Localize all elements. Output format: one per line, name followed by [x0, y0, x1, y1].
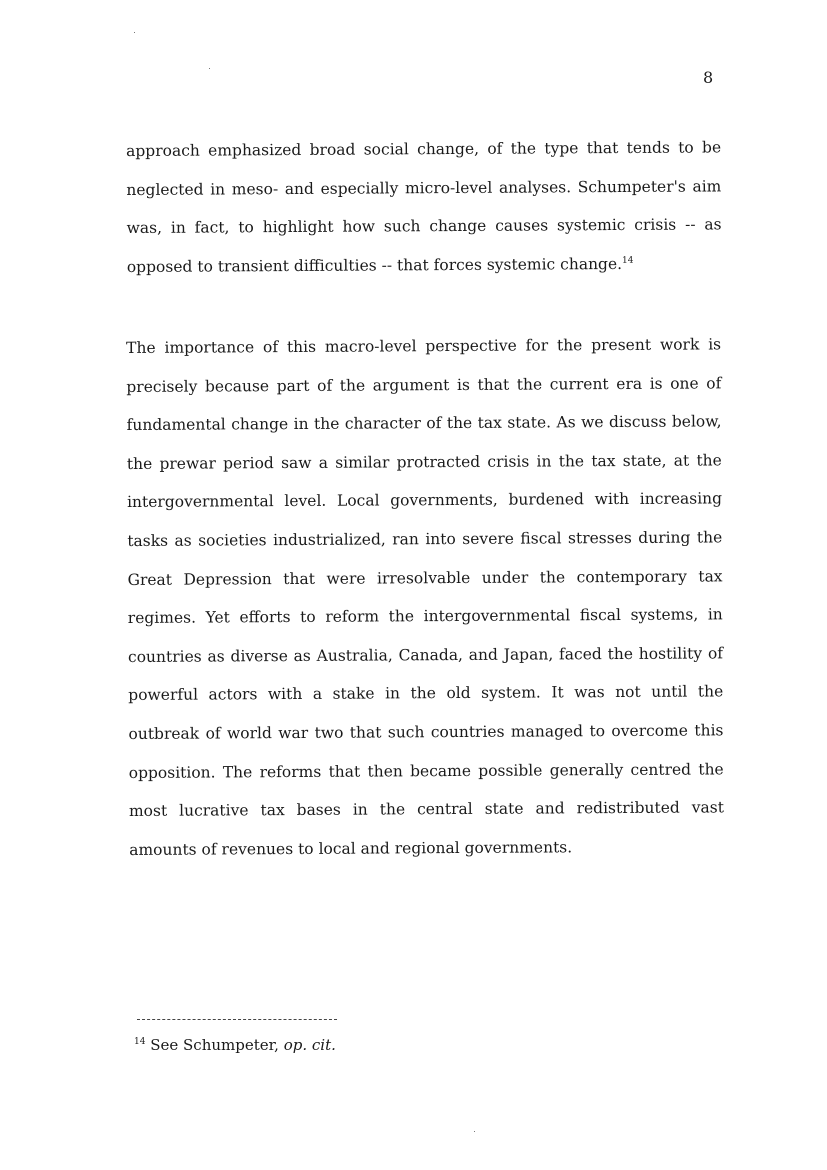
- footnote-number: 14: [134, 1037, 146, 1047]
- footnote: [134, 1036, 336, 1054]
- paragraph-1-text: approach emphasized broad social change, of the type that tends to be neglected in meso- and especially micro-level analyses. Schumpeter's aim was, in fact, to highlight how such change causes systemic crisis -- as opposed to transient difficulties -- that forces systemic change.: [126, 138, 722, 276]
- paragraph-1: [126, 128, 722, 286]
- page-number: 8: [703, 68, 714, 87]
- footnote-reference[interactable]: 14: [621, 255, 634, 266]
- footnote-separator: [137, 1019, 337, 1020]
- scan-speck: [474, 1131, 475, 1132]
- footnote-text: See Schumpeter,: [150, 1036, 279, 1054]
- scan-speck: [134, 32, 135, 33]
- footnote-citation: op. cit.: [283, 1036, 336, 1054]
- scan-speck: [209, 68, 210, 69]
- paragraph-2: The importance of this macro-level perspective for the present work is precisely because part of the argument is that the current era is one of fundamental change in the character of the tax state. As we discuss below, the prewar period saw a similar protracted crisis in the tax state, at the intergovernmental level. Local governments, burdened with increasing tasks as societies industrialized, ran into severe fiscal stresses during the Great Depression that were irresolvable under the contemporary tax regimes. Yet efforts to reform the intergovernmental fiscal systems, in countries as diverse as Australia, Canada, and Japan, faced the hostility of powerful actors with a stake in the old system. It was not until the outbreak of world war two that such countries managed to overcome this opposition. The reforms that then became possible generally centred the most lucrative tax bases in the central state and redistributed vast amounts of revenues to local and regional governments.: [126, 335, 724, 859]
